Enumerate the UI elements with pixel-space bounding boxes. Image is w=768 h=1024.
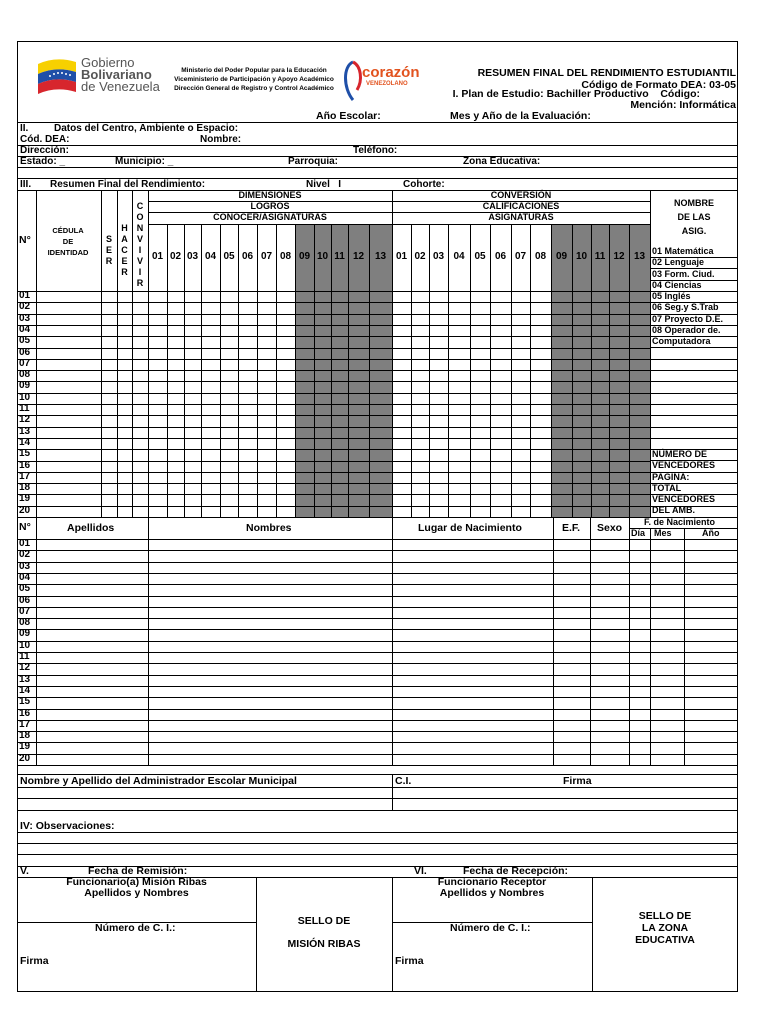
municipio-label: Municipio: _	[115, 156, 174, 167]
mes-anio-label: Mes y Año de la Evaluación:	[450, 110, 591, 122]
asignaturas-list: 01 Matemática 02 Lenguaje 03 Form. Ciud. 04 Ciencias 05 Inglés 06 Seg.y S.Trab 07 Proyecto D.E. 08 Operador de. Computadora	[652, 246, 724, 347]
grid-line	[17, 449, 650, 450]
section-3-title: Resumen Final del Rendimiento:	[50, 179, 206, 190]
student-row-number: 12	[19, 662, 31, 674]
student-row-number: 18	[19, 730, 31, 742]
dia-header: Día	[631, 528, 646, 538]
column-number-label: 08	[534, 251, 547, 262]
student-row-number: 17	[19, 718, 31, 730]
grid-line	[17, 494, 650, 495]
student-row-number: 08	[19, 617, 31, 629]
student-row-number: 09	[19, 628, 31, 640]
student-row-number: 15	[19, 696, 31, 708]
fecha-remision-label: Fecha de Remisión:	[88, 865, 188, 877]
conversion-header: CONVERSIÓN	[490, 190, 552, 200]
sello-zona: SELLO DE LA ZONA EDUCATIVA	[635, 910, 695, 946]
anio-escolar-label: Año Escolar:	[316, 110, 381, 122]
column-number-label: 05	[474, 251, 486, 262]
table-line	[17, 550, 738, 551]
students-n-header: N°	[19, 521, 31, 533]
grid-line	[17, 314, 650, 315]
table-line	[17, 742, 738, 743]
table-line	[17, 731, 738, 732]
section-6-number: VI.	[414, 865, 427, 877]
column-number-label: 11	[334, 251, 345, 262]
column-number-label: 07	[514, 251, 527, 262]
grid-line	[17, 506, 650, 507]
table-line	[629, 528, 738, 529]
divider	[17, 787, 738, 788]
grid-row-number: 01	[19, 290, 31, 301]
section-2-title: Datos del Centro, Ambiente o Espacio:	[54, 123, 239, 134]
grid-row-number: 09	[19, 380, 31, 392]
grid-row-number: 06	[19, 346, 31, 358]
mencion: Mención: Informática	[630, 99, 736, 111]
table-line	[17, 629, 738, 630]
gobierno-logo-text: Gobierno Bolivariano de Venezuela	[81, 55, 160, 94]
column-number-label: 07	[260, 251, 273, 262]
grid-line	[17, 404, 650, 405]
telefono-label: Teléfono:	[353, 145, 398, 156]
table-line	[650, 528, 651, 765]
grid-row-number: 20	[19, 504, 31, 516]
divider	[17, 854, 738, 855]
study-plan: I. Plan de Estudio: Bachiller Productivo Código:	[452, 88, 700, 100]
apellidos-header: Apellidos	[67, 522, 115, 534]
divider	[17, 798, 738, 799]
grid-row-number: 08	[19, 369, 31, 381]
grid-n-header: N°	[19, 234, 31, 246]
grid-line	[17, 381, 650, 382]
grid-line	[650, 393, 738, 394]
student-row-number: 07	[19, 605, 31, 617]
table-line	[17, 675, 738, 676]
student-row-number: 06	[19, 594, 31, 606]
grid-line	[17, 461, 650, 462]
grid-line	[17, 325, 650, 326]
sexo-header: Sexo	[597, 522, 623, 534]
student-row-number: 14	[19, 684, 31, 696]
nombres-header: Nombres	[246, 522, 292, 534]
direccion-label: Dirección:	[20, 145, 69, 156]
student-row-number: 16	[19, 707, 31, 719]
column-number-label: 04	[204, 251, 217, 262]
table-line	[17, 539, 738, 540]
logros-header: LOGROS	[250, 201, 290, 211]
grid-row-number: 03	[19, 312, 31, 324]
grid-line	[17, 336, 650, 337]
admin-name-label: Nombre y Apellido del Administrador Escolar Municipal	[20, 775, 297, 787]
section-2-number: II.	[20, 123, 29, 134]
section-5-number: V.	[20, 865, 29, 877]
grid-line	[17, 393, 650, 394]
grid-line	[17, 348, 650, 349]
column-number-label: 09	[555, 251, 568, 262]
ministry-text: Ministerio del Poder Popular para la Educación Viceministerio de Participación y Apoyo Académico Dirección General de Registro y Control Académico	[174, 67, 334, 92]
section-3-number: III.	[20, 179, 32, 190]
cedula-header: CÉDULA DE IDENTIDAD	[47, 226, 89, 257]
student-row-number: 13	[19, 673, 31, 685]
column-number-label: 12	[613, 251, 625, 262]
table-line	[17, 573, 738, 574]
nivel-label: Nivel I	[306, 179, 342, 190]
grid-row-number: 10	[19, 391, 31, 403]
grid-row-number: 17	[19, 470, 31, 482]
student-row-number: 01	[19, 538, 31, 549]
funcionario-ribas-block: Funcionario(a) Misión Ribas Apellidos y Nombres	[66, 876, 207, 899]
lugar-header: Lugar de Nacimiento	[418, 522, 522, 534]
table-line	[17, 618, 738, 619]
vencedores-block: NÚMERO DE VENCEDORES PAGINA: TOTAL VENCEDORES DEL AMB.	[652, 449, 716, 516]
table-line	[17, 663, 738, 664]
column-number-label: 11	[594, 251, 606, 262]
grid-row-number: 15	[19, 448, 31, 460]
receptor-ci-label: Número de C. I.:	[450, 922, 531, 934]
grid-line	[17, 302, 650, 303]
student-row-number: 04	[19, 571, 31, 583]
column-number-label: 03	[432, 251, 445, 262]
table-line	[17, 697, 738, 698]
grid-row-number: 12	[19, 414, 31, 426]
funcionario-receptor-block: Funcionario Receptor Apellidos y Nombres	[437, 876, 547, 899]
receptor-firma-label: Firma	[395, 955, 424, 967]
format-code: Código de Formato DEA: 03-05	[581, 79, 736, 91]
convivir-header: C O N V I V I R	[136, 201, 144, 288]
grid-line	[148, 190, 149, 517]
grid-row-number: 02	[19, 301, 31, 313]
divider	[17, 810, 738, 811]
nombre-label: Nombre:	[200, 134, 242, 145]
column-number-label: 13	[374, 251, 387, 262]
observaciones-title: IV: Observaciones:	[20, 820, 115, 832]
divider	[17, 167, 738, 168]
admin-ci-label: C.I.	[395, 775, 412, 787]
calificaciones-header: CALIFICACIONES	[482, 201, 560, 211]
column-number-label: 01	[151, 251, 164, 262]
grid-row-number: 19	[19, 493, 31, 505]
ribas-firma-label: Firma	[20, 955, 49, 967]
grid-line	[17, 359, 650, 360]
divider	[17, 843, 738, 844]
anio-header: Año	[702, 528, 720, 538]
grid-row-number: 13	[19, 425, 31, 437]
column-number-label: 06	[494, 251, 507, 262]
table-line	[684, 528, 685, 765]
grid-row-number: 14	[19, 436, 31, 448]
ribas-ci-label: Número de C. I.:	[95, 922, 176, 934]
cohorte-label: Cohorte:	[403, 179, 445, 190]
zona-label: Zona Educativa:	[463, 156, 541, 167]
dimensiones-header: DIMENSIONES	[238, 190, 302, 200]
table-line	[17, 607, 738, 608]
table-line	[17, 765, 738, 766]
sello-ribas: SELLO DE MISIÓN RIBAS	[287, 915, 361, 950]
column-number-label: 13	[633, 251, 646, 262]
column-number-label: 06	[241, 251, 254, 262]
parroquia-label: Parroquia:	[288, 156, 339, 167]
grid-line	[17, 483, 650, 484]
column-number-label: 09	[298, 251, 311, 262]
divider	[17, 832, 738, 833]
asignaturas-header: ASIGNATURAS	[488, 212, 554, 222]
student-row-number: 03	[19, 560, 31, 572]
column-number-label: 01	[395, 251, 408, 262]
table-line	[17, 562, 738, 563]
column-number-label: 10	[575, 251, 588, 262]
column-number-label: 02	[169, 251, 182, 262]
student-row-number: 11	[19, 651, 30, 662]
student-row-number: 19	[19, 741, 31, 753]
grid-row-number: 18	[19, 482, 31, 494]
grid-line	[17, 472, 650, 473]
grid-row-number: 11	[19, 403, 30, 414]
grid-line	[17, 427, 650, 428]
ser-header: S E R	[105, 234, 113, 266]
grid-row-number: 05	[19, 335, 31, 347]
corazon-logo-text: corazón VENEZOLANO	[362, 64, 420, 87]
grid-line	[17, 438, 650, 439]
student-row-number: 02	[19, 549, 31, 561]
grid-row-number: 04	[19, 323, 31, 335]
grid-line	[17, 291, 650, 292]
grid-line	[650, 404, 738, 405]
mes-header: Mes	[654, 528, 672, 538]
table-line	[17, 720, 738, 721]
ef-header: E.F.	[562, 522, 581, 534]
student-row-number: 05	[19, 583, 31, 595]
column-number-label: 03	[186, 251, 199, 262]
table-line	[17, 686, 738, 687]
divider	[392, 774, 393, 811]
column-number-label: 04	[453, 251, 465, 262]
column-number-label: 10	[316, 251, 329, 262]
table-line	[17, 652, 738, 653]
nombre-asig-header: NOMBRE DE LAS ASIG.	[674, 198, 714, 236]
grid-row-number: 07	[19, 357, 31, 369]
estado-label: Estado: _	[20, 156, 66, 167]
grid-line	[650, 438, 738, 439]
grid-line	[148, 224, 650, 225]
table-line	[17, 584, 738, 585]
grid-line	[650, 370, 738, 371]
fnac-header: F. de Nacimiento	[644, 517, 716, 527]
student-row-number: 20	[19, 752, 31, 764]
grid-line	[17, 370, 650, 371]
student-row-number: 10	[19, 639, 31, 651]
table-line	[17, 709, 738, 710]
grid-line	[650, 427, 738, 428]
column-number-label: 08	[279, 251, 292, 262]
conocer-header: CONOCER/ASIGNATURAS	[213, 212, 327, 222]
column-number-label: 12	[352, 251, 365, 262]
column-number-label: 05	[223, 251, 235, 262]
grid-line	[650, 381, 738, 382]
fecha-recepcion-label: Fecha de Recepción:	[463, 865, 569, 877]
admin-firma-label: Firma	[563, 775, 592, 787]
grid-row-number: 16	[19, 459, 31, 471]
grid-line	[650, 359, 738, 360]
hacer-header: H A C E R	[121, 223, 128, 277]
table-line	[17, 641, 738, 642]
venezuela-flag-icon	[36, 54, 78, 100]
table-line	[17, 596, 738, 597]
form-title: RESUMEN FINAL DEL RENDIMIENTO ESTUDIANTIL	[477, 67, 736, 79]
grid-line	[650, 415, 738, 416]
column-number-label: 02	[414, 251, 426, 262]
grid-line	[17, 415, 650, 416]
table-line	[17, 754, 738, 755]
cod-dea-label: Cód. DEA:	[20, 134, 70, 145]
